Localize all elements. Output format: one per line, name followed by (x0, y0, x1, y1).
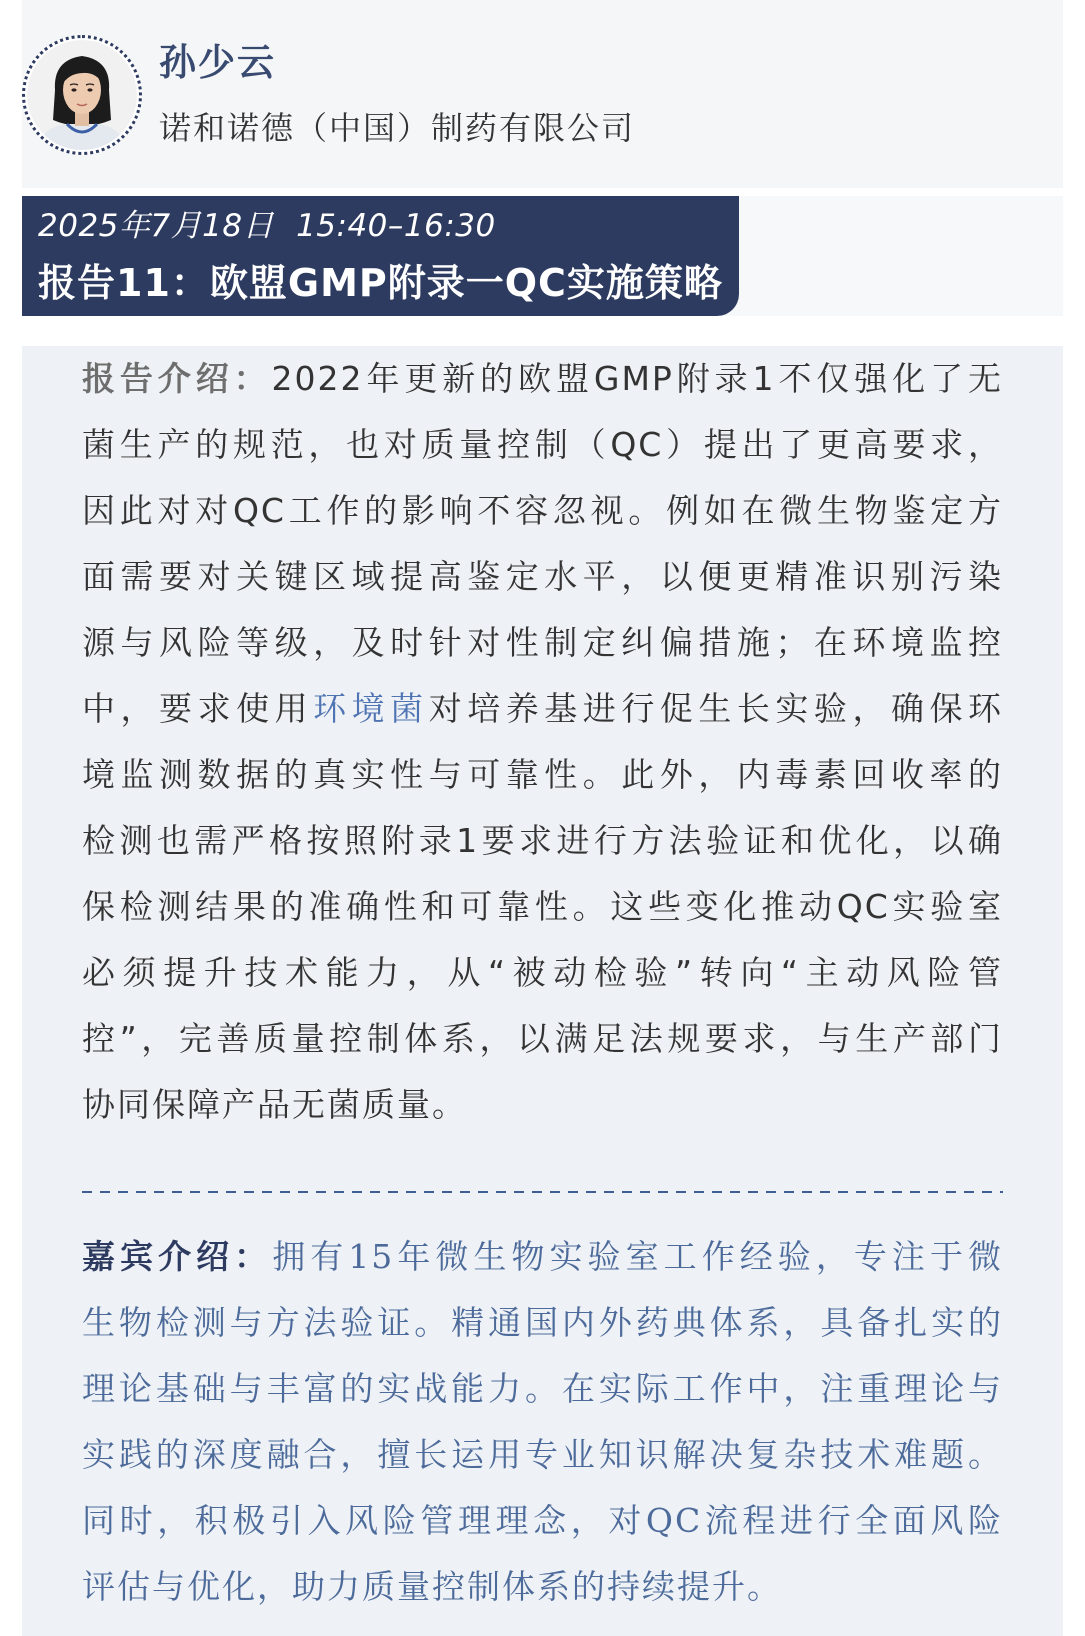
session-title: 报告11：欧盟GMP附录一QC实施策略 (38, 261, 723, 305)
report-intro-text: 中，要求使用 (82, 689, 314, 728)
avatar-left-eye (71, 88, 76, 91)
intro-panel (22, 346, 1063, 1636)
guest-intro-line: 生物检测与方法验证。精通国内外药典体系，具备扎实的 (82, 1303, 1003, 1342)
speaker-name: 孙少云 (159, 41, 276, 84)
report-intro-line (82, 346, 1003, 412)
session-date: 2025年7月18日 (38, 208, 275, 244)
guest-intro-label: 嘉宾介绍： (82, 1237, 273, 1276)
guest-intro (82, 1224, 1003, 1620)
speaker-company: 诺和诺德（中国）制药有限公司 (159, 109, 636, 147)
report-intro-line: 保检测结果的准确性和可靠性。这些变化推动QC实验室 (82, 887, 1003, 926)
report-intro-line: 必须提升技术能力，从“被动检验”转向“主动风险管 (82, 953, 1003, 992)
section-divider (82, 1191, 1003, 1193)
guest-intro-line: 实践的深度融合，擅长运用专业知识解决复杂技术难题。 (82, 1435, 1003, 1474)
report-intro-line: 源与风险等级，及时针对性制定纠偏措施；在环境监控 (82, 623, 1003, 662)
avatar (22, 35, 142, 155)
report-intro-line: 检测也需严格按照附录1要求进行方法验证和优化，以确 (82, 821, 1003, 860)
speaker-card (22, 0, 1063, 188)
report-intro-label: 报告介绍： (82, 359, 272, 398)
guest-intro-line: 理论基础与丰富的实战能力。在实际工作中，注重理论与 (82, 1369, 1003, 1408)
report-intro-line (82, 676, 1003, 742)
session-datetime (38, 206, 496, 246)
session-banner-row (22, 196, 1063, 316)
report-intro-line: 面需要对关键区域提高鉴定水平，以便更精准识别污染 (82, 557, 1003, 596)
avatar-right-eye (87, 88, 92, 91)
report-intro-text: 对培养基进行促生长实验，确保环 (428, 689, 1004, 728)
report-intro (82, 346, 1003, 1138)
report-intro-line: 因此对对QC工作的影响不容忽视。例如在微生物鉴定方 (82, 491, 1003, 530)
guest-intro-text: 拥有15年微生物实验室工作经验，专注于微 (272, 1237, 1003, 1276)
session-banner (22, 196, 739, 316)
keyword-link[interactable]: 环境菌 (313, 689, 429, 728)
guest-intro-line: 同时，积极引入风险管理理念，对QC流程进行全面风险 (82, 1501, 1003, 1540)
report-intro-line: 协同保障产品无菌质量。 (82, 1085, 467, 1124)
session-time: 15:40–16:30 (296, 208, 496, 244)
report-intro-line: 菌生产的规范，也对质量控制（QC）提出了更高要求， (82, 425, 1003, 464)
report-intro-line: 控”，完善质量控制体系，以满足法规要求，与生产部门 (82, 1019, 1003, 1058)
report-intro-line: 境监测数据的真实性与可靠性。此外，内毒素回收率的 (82, 755, 1003, 794)
report-intro-text: 2022年更新的欧盟GMP附录1不仅强化了无 (271, 359, 1004, 398)
guest-intro-line (82, 1224, 1003, 1290)
avatar-photo (27, 40, 137, 150)
guest-intro-line: 评估与优化，助力质量控制体系的持续提升。 (82, 1567, 782, 1606)
